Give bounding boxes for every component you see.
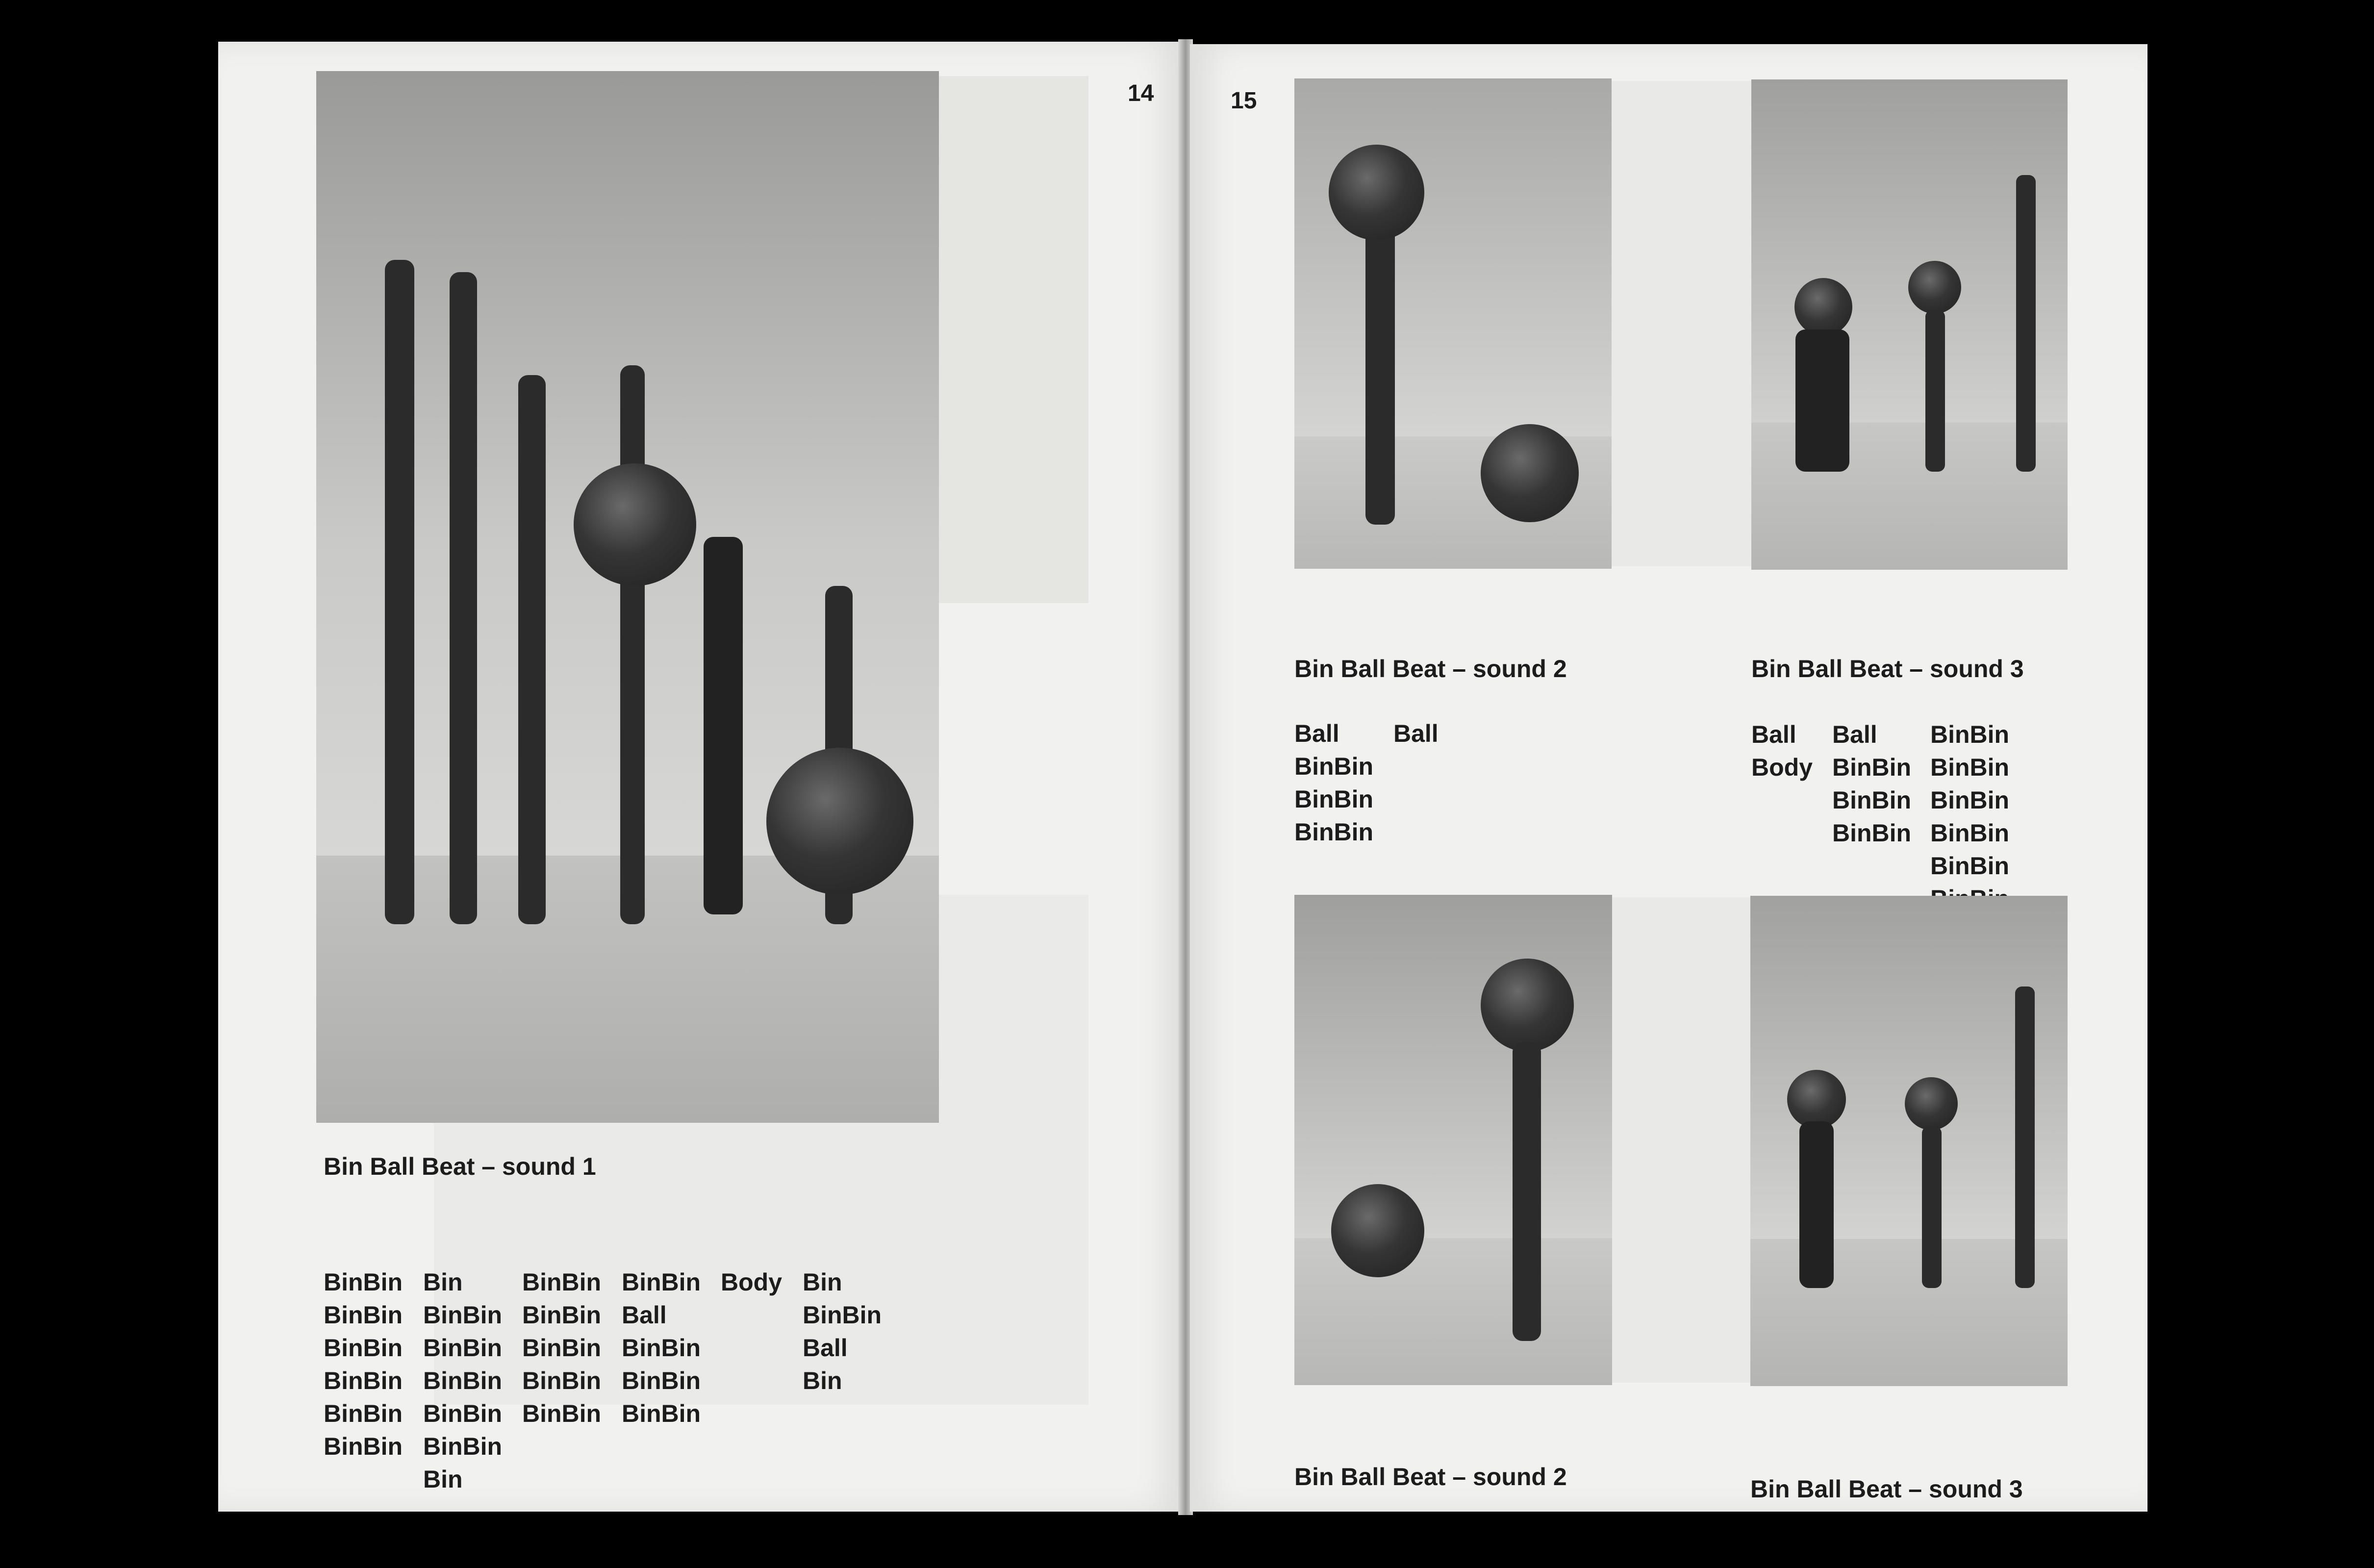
notation-word: BinBin (324, 1268, 403, 1296)
notation-word: Ball (1393, 720, 1439, 747)
ball-on-floor (1331, 1184, 1424, 1277)
ball-on-column (574, 463, 696, 586)
notation-word: BinBin (1294, 753, 1374, 780)
bin-column-tall (2016, 175, 2036, 472)
show-through-image-top (936, 76, 1088, 603)
notation-word: BinBin (622, 1367, 701, 1394)
notation-word: BinBin (522, 1301, 602, 1329)
notation-word: BinBin (324, 1400, 403, 1427)
notation-column-2 (423, 1266, 502, 1496)
caption-sound-2-top: Bin Ball Beat – sound 2 (1294, 655, 1567, 683)
page-number-right: 15 (1231, 88, 1257, 114)
sculpture-photo-large (316, 71, 939, 1123)
notation-word: Ball (1751, 721, 1796, 748)
notation-word: BinBin (324, 1433, 403, 1460)
person-standing (1799, 1121, 1834, 1288)
notation-word: Bin (423, 1466, 463, 1493)
caption-sound-2-bottom: Bin Ball Beat – sound 2 (1294, 1463, 1567, 1491)
notation-word: BinBin (1930, 754, 2010, 781)
notation-word: BinBin (522, 1400, 602, 1427)
notation-word: Ball (803, 1334, 848, 1362)
notation-word: BinBin (1294, 785, 1374, 813)
person-figure (704, 537, 743, 914)
bin-column-2 (450, 272, 477, 924)
caption-sound-1: Bin Ball Beat – sound 1 (324, 1153, 596, 1180)
notation-word: Ball (622, 1301, 667, 1329)
notation-word: BinBin (522, 1334, 602, 1362)
notation-word: BinBin (622, 1400, 701, 1427)
notation-word: Ball (1832, 721, 1877, 748)
ball-on-column (1908, 261, 1961, 314)
notation-column-4 (622, 1266, 701, 1430)
notation-word: BinBin (423, 1334, 503, 1362)
notation-word: BinBin (324, 1334, 403, 1362)
notation-word: Bin (803, 1268, 842, 1296)
bin-column-1 (385, 260, 414, 924)
notation-word: Body (721, 1268, 782, 1296)
notation-word: BinBin (1930, 721, 2010, 748)
bin-column-short (1922, 1126, 1942, 1288)
notation-word: BinBin (1832, 754, 1912, 781)
notation-word: BinBin (1294, 818, 1374, 846)
notation-column-3 (522, 1266, 601, 1430)
ball-on-column (1481, 959, 1574, 1052)
bin-column-4 (620, 365, 645, 924)
person-squatting (1795, 329, 1849, 472)
bin-column (1365, 216, 1395, 525)
show-through-image (1612, 897, 1750, 1383)
notation-word: BinBin (423, 1433, 503, 1460)
page-number-left: 14 (1128, 80, 1154, 106)
notation-word: BinBin (803, 1301, 882, 1329)
notation-word: BinBin (622, 1268, 701, 1296)
ball-on-floor (1481, 424, 1579, 522)
notation-word: Ball (1294, 720, 1339, 747)
bin-column-tall (2015, 986, 2035, 1288)
notation-word: BinBin (622, 1334, 701, 1362)
notation-column-5 (721, 1266, 782, 1299)
sculpture-photo-sound3-bottom (1750, 896, 2068, 1386)
ball-held-overhead (1787, 1070, 1846, 1129)
notation-word: BinBin (423, 1367, 503, 1394)
notation-word: BinBin (1930, 819, 2010, 847)
notation-word: Bin (803, 1367, 842, 1394)
bin-column-3 (518, 375, 546, 924)
notation-word: BinBin (423, 1301, 503, 1329)
notation-word: BinBin (1930, 786, 2010, 814)
notation-word: BinBin (324, 1367, 403, 1394)
notation-word: BinBin (324, 1301, 403, 1329)
ball-held (1794, 278, 1852, 336)
notation-word: BinBin (1930, 852, 2010, 880)
notation-word: Bin (423, 1268, 463, 1296)
show-through-image (1612, 81, 1751, 566)
notation-word: BinBin (1832, 786, 1912, 814)
notation-word: BinBin (1832, 819, 1912, 847)
ball-on-column (1329, 145, 1424, 240)
ball-on-column-5 (766, 748, 913, 895)
sound-2-column-1 (1294, 717, 1373, 849)
caption-sound-3-top: Bin Ball Beat – sound 3 (1751, 655, 2024, 683)
sound-3-column-3 (1930, 718, 2009, 915)
sculpture-photo-sound3-top (1751, 79, 2068, 570)
sculpture-photo-sound2-top (1294, 78, 1612, 569)
notation-word: BinBin (423, 1400, 503, 1427)
notation-word: Body (1751, 754, 1813, 781)
sculpture-photo-sound2-bottom (1294, 895, 1612, 1385)
sound-3-column-1 (1751, 718, 1813, 784)
notation-word: BinBin (522, 1367, 602, 1394)
left-page (218, 42, 1183, 1512)
right-page (1190, 44, 2147, 1512)
notation-column-1 (324, 1266, 403, 1463)
sound-3-column-2 (1832, 718, 1911, 850)
notation-column-6 (803, 1266, 882, 1397)
caption-sound-3-bottom: Bin Ball Beat – sound 3 (1750, 1475, 2023, 1503)
sound-2-column-2 (1393, 717, 1439, 750)
bin-column-short (1925, 310, 1945, 472)
ball-on-column (1905, 1077, 1958, 1130)
notation-word: BinBin (522, 1268, 602, 1296)
bin-column (1513, 1042, 1541, 1341)
